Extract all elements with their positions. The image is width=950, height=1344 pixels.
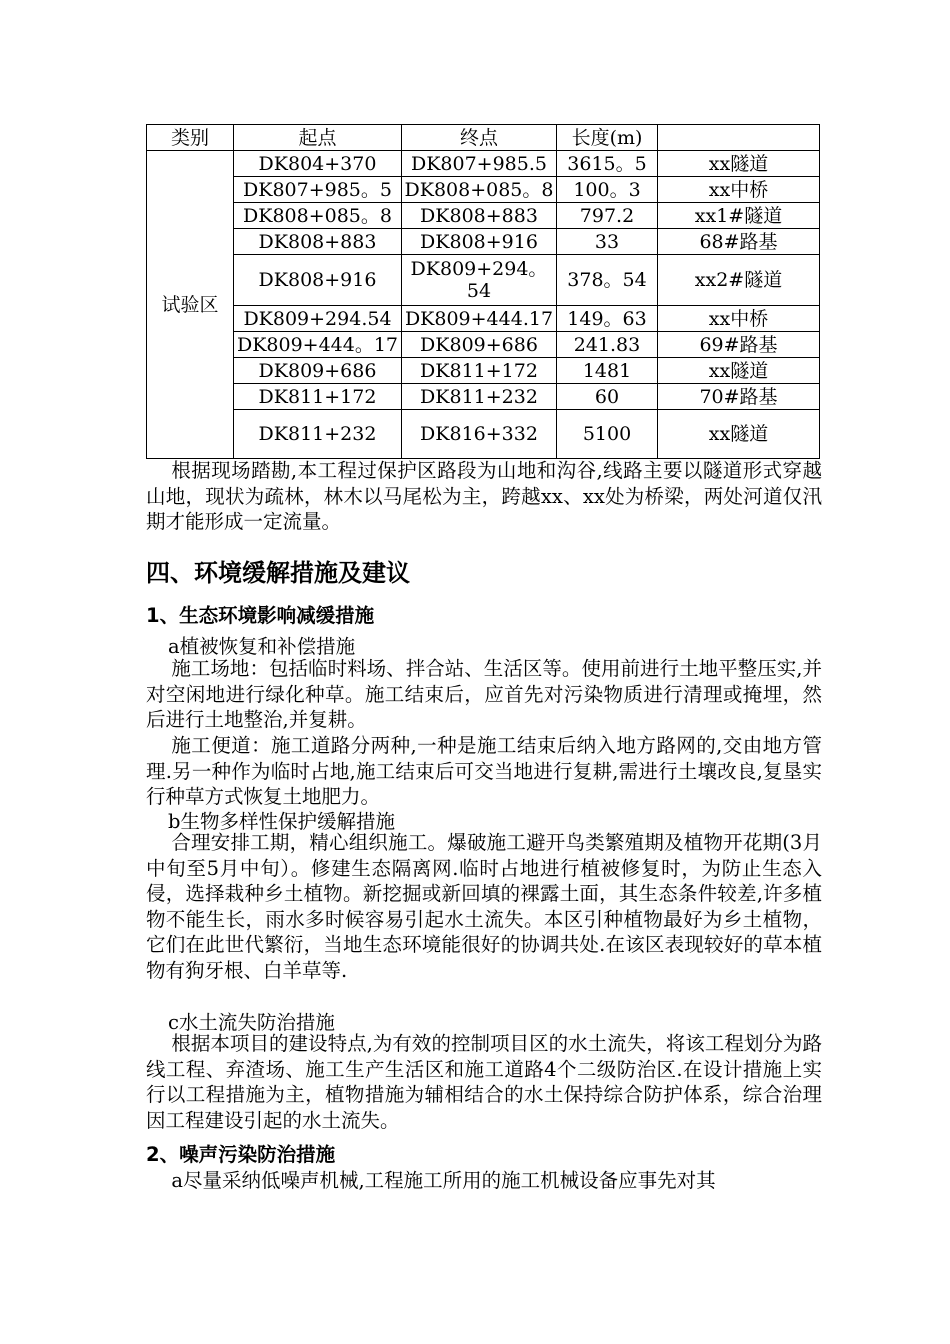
site-paragraph <box>146 656 822 733</box>
end-cell: DK808+916 <box>402 229 557 255</box>
structure-cell: xx中桥 <box>658 306 820 332</box>
header-length: 长度(m) <box>557 125 658 151</box>
start-cell: DK807+985。5 <box>234 177 402 203</box>
item-a-heading: a植被恢复和补偿措施 <box>168 635 356 658</box>
category-cell: 试验区 <box>147 151 234 459</box>
length-cell: 60 <box>557 384 658 410</box>
structure-cell: xx隧道 <box>658 358 820 384</box>
table-row <box>147 229 820 255</box>
structure-cell: xx2#隧道 <box>658 255 820 306</box>
length-cell: 378。54 <box>557 255 658 306</box>
length-cell: 33 <box>557 229 658 255</box>
subsection-2-title: 2、噪声污染防治措施 <box>146 1143 336 1166</box>
length-cell: 797.2 <box>557 203 658 229</box>
table-row <box>147 384 820 410</box>
road-paragraph <box>146 733 822 810</box>
soil-paragraph <box>146 1031 822 1133</box>
end-cell: DK808+883 <box>402 203 557 229</box>
start-cell: DK809+294.54 <box>234 306 402 332</box>
structure-cell: xx隧道 <box>658 151 820 177</box>
table-row <box>147 358 820 384</box>
length-cell: 1481 <box>557 358 658 384</box>
structure-cell: xx隧道 <box>658 410 820 459</box>
table-row <box>147 410 820 459</box>
end-cell: DK807+985.5 <box>402 151 557 177</box>
length-cell: 241.83 <box>557 332 658 358</box>
start-cell: DK811+172 <box>234 384 402 410</box>
table-row <box>147 332 820 358</box>
start-cell: DK804+370 <box>234 151 402 177</box>
end-cell: DK811+172 <box>402 358 557 384</box>
biodiversity-paragraph <box>146 830 822 984</box>
end-cell: DK808+085。8 <box>402 177 557 203</box>
length-cell: 3615。5 <box>557 151 658 177</box>
end-cell: DK809+686 <box>402 332 557 358</box>
table-row <box>147 151 820 177</box>
site-text: 施工场地：包括临时料场、拌合站、生活区等。使用前进行土地平整压实,并对空闲地进行绿化种草。施工结束后，应首先对污染物质进行清理或掩埋，然后进行土地整治,并复耕。 <box>146 657 822 732</box>
end-cell: DK811+232 <box>402 384 557 410</box>
soil-text: 根据本项目的建设特点,为有效的控制项目区的水土流失，将该工程划分为路线工程、弃渣场、施工生产生活区和施工道路4个二级防治区.在设计措施上实行以工程措施为主，植物措施为辅相结合的水土保持综合防护体系，综合治理因工程建设引起的水土流失。 <box>146 1032 822 1132</box>
start-cell: DK808+883 <box>234 229 402 255</box>
structure-cell: 69#路基 <box>658 332 820 358</box>
structure-cell: xx1#隧道 <box>658 203 820 229</box>
route-segment-table <box>146 124 820 459</box>
start-cell: DK808+916 <box>234 255 402 306</box>
subsection-1-title: 1、生态环境影响减缓措施 <box>146 604 375 627</box>
length-cell: 5100 <box>557 410 658 459</box>
item-b-heading: b生物多样性保护缓解措施 <box>168 810 395 833</box>
noise-text: a尽量采纳低噪声机械,工程施工所用的施工机械设备应事先对其 <box>171 1169 716 1192</box>
structure-cell: xx中桥 <box>658 177 820 203</box>
survey-paragraph <box>146 458 822 535</box>
length-cell: 100。3 <box>557 177 658 203</box>
start-cell: DK811+232 <box>234 410 402 459</box>
start-cell: DK809+444。17 <box>234 332 402 358</box>
header-start: 起点 <box>234 125 402 151</box>
end-cell: DK809+294。54 <box>402 255 557 306</box>
start-cell: DK809+686 <box>234 358 402 384</box>
header-structure <box>658 125 820 151</box>
end-cell: DK809+444.17 <box>402 306 557 332</box>
header-end: 终点 <box>402 125 557 151</box>
road-text: 施工便道：施工道路分两种,一种是施工结束后纳入地方路网的,交由地方管理.另一种作为临时占地,施工结束后可交当地进行复耕,需进行土壤改良,复垦实行种草方式恢复土地肥力。 <box>146 734 822 809</box>
end-cell: DK816+332 <box>402 410 557 459</box>
table-row <box>147 177 820 203</box>
structure-cell: 68#路基 <box>658 229 820 255</box>
table-header-row <box>147 125 820 151</box>
survey-text: 根据现场踏勘,本工程过保护区路段为山地和沟谷,线路主要以隧道形式穿越山地，现状为疏林，林木以马尾松为主，跨越xx、xx处为桥梁，两处河道仅汛期才能形成一定流量。 <box>146 459 822 534</box>
section-4-title: 四、环境缓解措施及建议 <box>146 559 410 587</box>
header-category: 类别 <box>147 125 234 151</box>
start-cell: DK808+085。8 <box>234 203 402 229</box>
noise-paragraph <box>146 1168 822 1194</box>
table-row <box>147 255 820 306</box>
structure-cell: 70#路基 <box>658 384 820 410</box>
table-row <box>147 203 820 229</box>
table-row <box>147 306 820 332</box>
length-cell: 149。63 <box>557 306 658 332</box>
biodiversity-text: 合理安排工期，精心组织施工。爆破施工避开鸟类繁殖期及植物开花期(3月中旬至5月中旬）。修建生态隔离网.临时占地进行植被修复时，为防止生态入侵，选择栽种乡土植物。新挖掘或新回填的裸露土面，其生态条件较差,许多植物不能生长，雨水多时候容易引起水土流失。本区引种植物最好为乡土植物，它们在此世代繁衍，当地生态环境能很好的协调共处.在该区表现较好的草本植物有狗牙根、白羊草等. <box>146 831 822 982</box>
item-c-heading: c水土流失防治措施 <box>168 1011 335 1034</box>
